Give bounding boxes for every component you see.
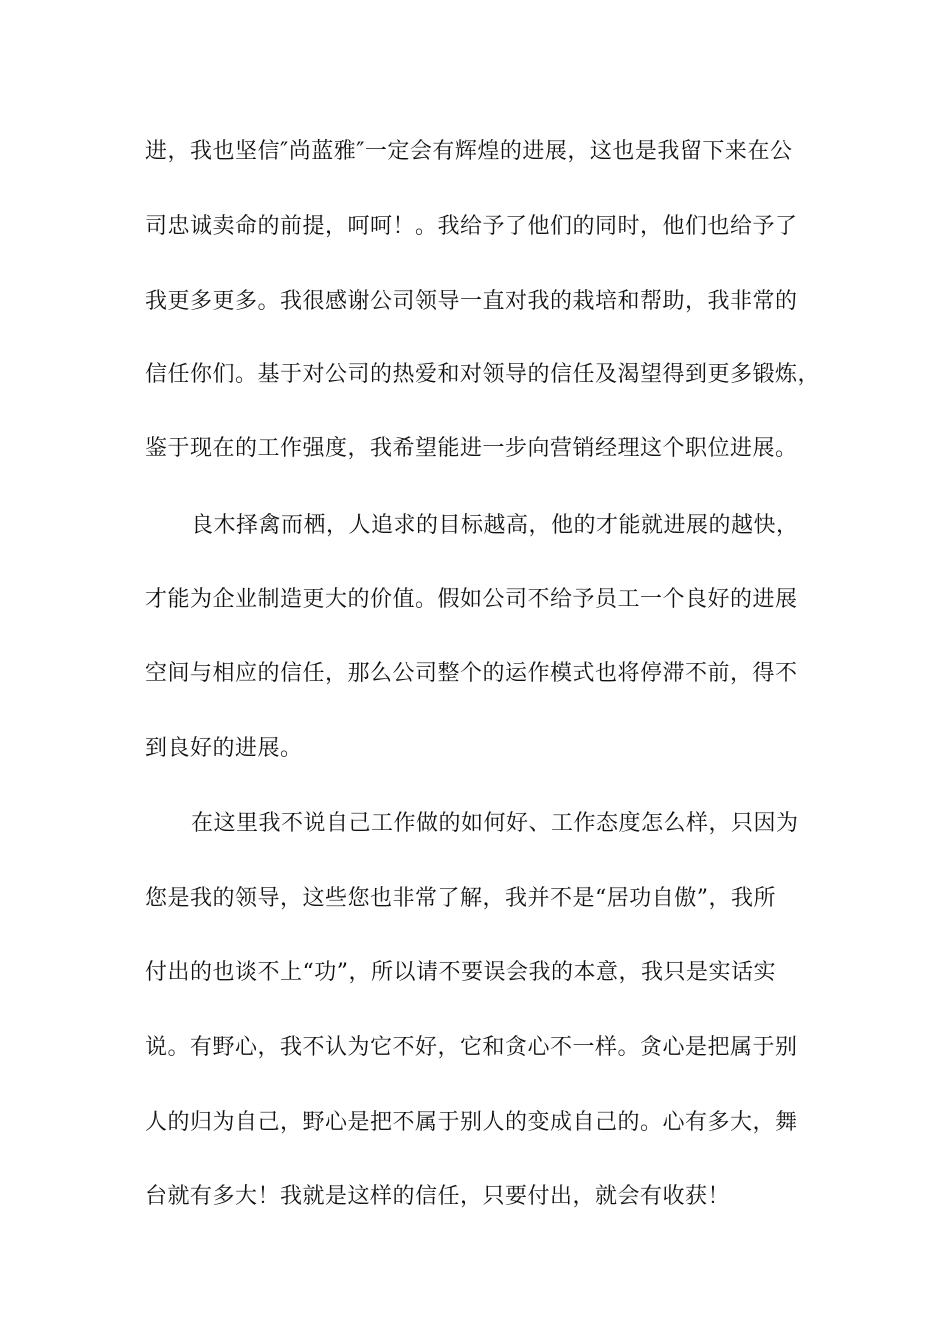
body-line: 台就有多大！我就是这样的信任，只要付出，就会有收获！ <box>145 1184 731 1209</box>
body-line: 您是我的领导，这些您也非常了解，我并不是“居功自傲”，我所 <box>145 886 776 911</box>
body-line: 说。有野心，我不认为它不好，它和贪心不一样。贪心是把属于别 <box>145 1035 798 1060</box>
body-line: 鉴于现在的工作强度，我希望能进一步向营销经理这个职位进展。 <box>145 436 798 461</box>
body-line: 人的归为自己，野心是把不属于别人的变成自己的。心有多大，舞 <box>145 1110 798 1135</box>
body-line: 司忠诚卖命的前提，呵呵！。我给予了他们的同时，他们也给予了 <box>145 214 798 239</box>
body-line: 信任你们。基于对公司的热爱和对领导的信任及渴望得到更多锻炼， <box>145 362 821 387</box>
body-line: 到良好的进展。 <box>145 736 303 761</box>
body-line: 付出的也谈不上“功”，所以请不要误会我的本意，我只是实话实 <box>145 960 776 985</box>
body-line: 空间与相应的信任，那么公司整个的运作模式也将停滞不前，得不 <box>145 661 798 686</box>
body-line: 我更多更多。我很感谢公司领导一直对我的栽培和帮助，我非常的 <box>145 289 798 314</box>
body-line: 进，我也坚信″尚蓝雅″一定会有辉煌的进展，这也是我留下来在公 <box>145 139 793 164</box>
paragraph-start-line: 在这里我不说自己工作做的如何好、工作态度怎么样，只因为 <box>191 811 799 836</box>
body-line: 才能为企业制造更大的价值。假如公司不给予员工一个良好的进展 <box>145 587 798 612</box>
paragraph-start-line: 良木择禽而栖，人追求的目标越高，他的才能就进展的越快， <box>191 513 799 538</box>
